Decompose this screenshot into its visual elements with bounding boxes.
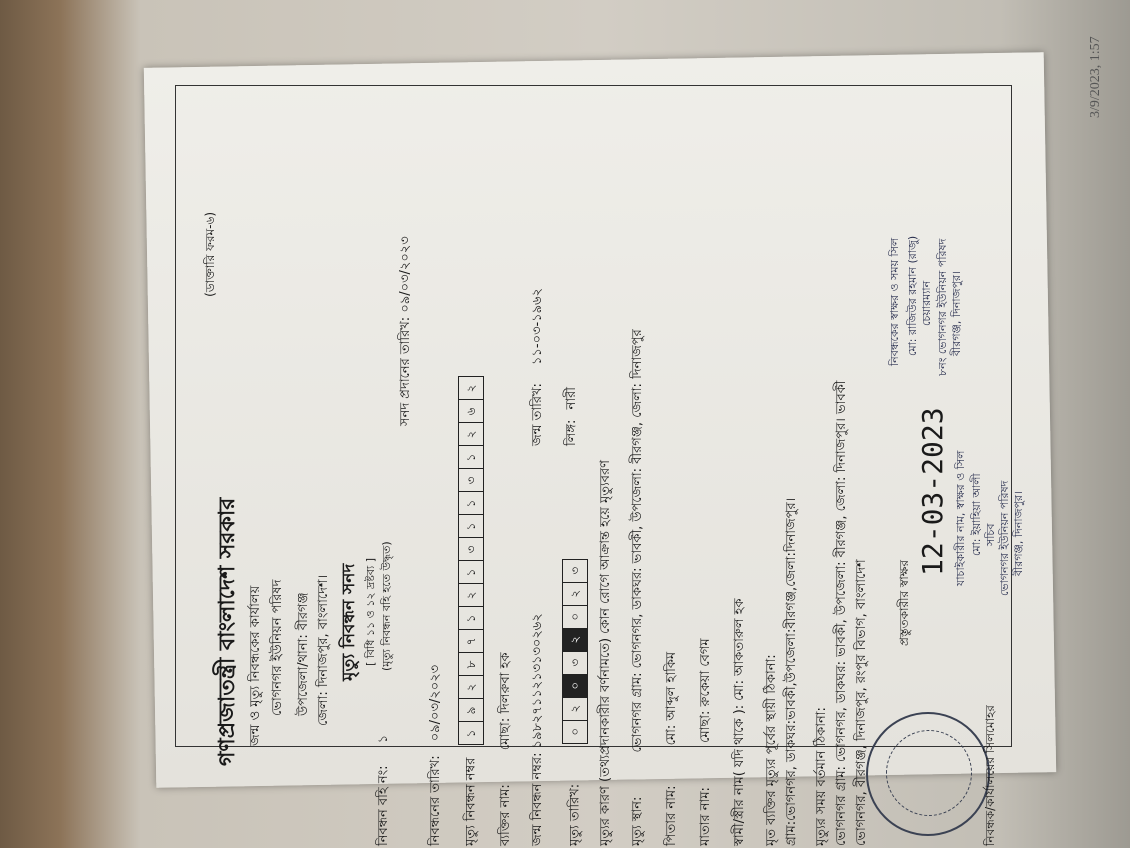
rule-reference: [ বিধি ১১ ও ১২ দ্রষ্টব্য ] bbox=[364, 557, 377, 666]
approver-name: মো: ইয়াহিয়া আলী bbox=[970, 473, 983, 556]
chair-title: চেয়ারম্যান bbox=[920, 280, 933, 326]
death-date-label: মৃত্যু তারিখ: bbox=[567, 783, 583, 846]
father-name-label: পিতার নাম: bbox=[664, 785, 679, 846]
death-date-digit-boxes bbox=[562, 559, 588, 744]
issue-date bbox=[396, 236, 417, 426]
birth-registration bbox=[528, 613, 549, 846]
cause-of-death: মৃত্যুর কারণ (তথ্যপ্রদানকারীর বর্ণনামতে) কোন রোগে আক্রান্ত হয়ে মৃত্যুবরণ bbox=[598, 460, 613, 846]
digit-box: ০ bbox=[563, 674, 587, 697]
screen-timestamp: 3/9/2023, 1:57 bbox=[1088, 36, 1103, 118]
registration-date-value: ০৯/০৩/২০২৩ bbox=[428, 664, 443, 742]
mother-name-label: মাতার নাম: bbox=[698, 787, 713, 846]
birth-date bbox=[528, 288, 549, 446]
digit-box: ১ bbox=[459, 561, 483, 584]
union-name: ভোগনগর ইউনিয়ন পরিষদ bbox=[270, 579, 285, 716]
digit-box: ৮ bbox=[459, 653, 483, 676]
approver-place: বীরগঞ্জ, দিনাজপুর। bbox=[1012, 491, 1025, 576]
death-registration-number bbox=[458, 377, 484, 847]
digit-box: ১ bbox=[459, 515, 483, 538]
digit-box: ১ bbox=[459, 607, 483, 630]
handwritten-date: 12-03-2023 bbox=[916, 407, 949, 576]
birth-date-value: ১১-০৩-১৯৬২ bbox=[530, 288, 545, 365]
digit-box: ২ bbox=[563, 582, 587, 605]
death-reg-label: মৃত্যু নিবন্ধন নম্বর bbox=[463, 757, 479, 846]
preparer-signature-label: প্রস্তুতকারীর স্বাক্ষর bbox=[897, 559, 911, 646]
digit-box: ৩ bbox=[459, 469, 483, 492]
spouse-name-label: স্বামী/স্ত্রীর নাম( যদি থাকে ): bbox=[732, 704, 747, 846]
certificate-source: (মৃত্যু নিবন্ধন বহি হতে উদ্ধৃত) bbox=[380, 541, 393, 671]
office-name: জন্ম ও মৃত্যু নিবন্ধকের কার্যালয় bbox=[248, 585, 263, 746]
death-place-value: ভোগনগর গ্রাম: ভোগনগর, ডাকঘর: ভাবকী, উপজেলা: বীরগঞ্জ, জেলা: দিনাজপুর bbox=[630, 329, 645, 753]
header-title: গণপ্রজাতন্ত্রী বাংলাদেশ সরকার bbox=[214, 497, 240, 766]
death-certificate bbox=[196, 206, 1025, 846]
previous-address-label: মৃত ব্যক্তির মৃত্যুর পূর্বের স্থায়ী ঠিকানা: bbox=[764, 654, 779, 846]
current-address-line-1: ভোগনগর গ্রাম: ভোগনগর, ডাকঘর: ভাবকী, উপজেলা: বীরগঞ্জ, জেলা: দিনাজপুর। ভাবকী bbox=[834, 380, 849, 846]
death-date bbox=[562, 559, 588, 846]
birth-reg-label: জন্ম নিবন্ধন নম্বর: bbox=[530, 752, 545, 846]
sex bbox=[562, 387, 583, 446]
digit-box: ২ bbox=[459, 676, 483, 699]
digit-box: ০ bbox=[563, 720, 587, 743]
sex-value: নারী bbox=[564, 387, 579, 410]
digit-box: ১ bbox=[459, 722, 483, 745]
approver-title: সচিব bbox=[984, 523, 997, 546]
digit-box: ২ bbox=[563, 628, 587, 651]
approver-line: যাচাইকারীর নাম, স্বাক্ষর ও সিল bbox=[954, 450, 967, 586]
person-name-value: মোছা: দিলরুবা হক bbox=[498, 652, 513, 751]
digit-box: ২ bbox=[464, 384, 478, 393]
death-reg-digit-boxes bbox=[458, 377, 484, 746]
registrar-seal-label: নিবন্ধক/কার্যালয়ের সিলমোহর bbox=[983, 705, 997, 846]
digit-box: ৩ bbox=[568, 566, 582, 575]
death-place-label: মৃত্যু স্থান: bbox=[630, 796, 645, 846]
digit-box: ২ bbox=[459, 584, 483, 607]
person-name bbox=[496, 652, 517, 846]
registration-date-label: নিবন্ধনের তারিখ: bbox=[428, 755, 443, 846]
book-number-label: নিবন্ধন বহি নং: bbox=[376, 765, 391, 846]
spouse-name-value: মো: আকতারুল হক bbox=[732, 598, 747, 701]
digit-box: ৬ bbox=[459, 400, 483, 423]
book-number bbox=[374, 735, 395, 846]
sex-label: লিঙ্গ: bbox=[564, 419, 579, 446]
digit-box: ২ bbox=[459, 423, 483, 446]
death-place bbox=[628, 329, 649, 846]
digit-box: ০ bbox=[563, 605, 587, 628]
issue-date-label: সনদ প্রদানের তারিখ: bbox=[398, 316, 413, 426]
form-number: (ডাক্তারি ফরম-৬) bbox=[203, 212, 217, 297]
mother-name-value: মোছা: রুকেয়া বেগম bbox=[698, 638, 713, 743]
chair-name: মো: রাজিউর রহমান (রাজু) bbox=[906, 235, 919, 356]
person-name-label: ব্যক্তির নাম: bbox=[498, 784, 513, 846]
current-address-label: মৃত্যুর সময় বর্তমান ঠিকানা: bbox=[814, 707, 829, 846]
registration-date bbox=[426, 665, 447, 846]
district: জেলা: দিনাজপুর, বাংলাদেশ। bbox=[316, 574, 331, 726]
digit-box: ৩ bbox=[459, 538, 483, 561]
digit-box: ১ bbox=[459, 492, 483, 515]
father-name bbox=[662, 652, 683, 846]
upazila: উপজেলা/থানা: বীরগঞ্জ bbox=[296, 592, 311, 716]
birth-date-label: জন্ম তারিখ: bbox=[530, 383, 545, 446]
digit-box: ৭ bbox=[459, 630, 483, 653]
birth-reg-value: ১৯৮২৭১১২১৩১৩০২৬২ bbox=[530, 613, 545, 749]
previous-address: গ্রাম:ভোগনগর, ডাকঘর:ভাবকী,উপজেলা:বীরগঞ্জ,জেলা:দিনাজপুর। bbox=[784, 497, 799, 846]
chair-place: বীরগঞ্জ, দিনাজপুর। bbox=[950, 271, 963, 356]
spouse-name bbox=[730, 598, 751, 846]
approver-union: ভোগনগর ইউনিয়ন পরিষদ bbox=[998, 480, 1011, 596]
digit-box: ৯ bbox=[459, 699, 483, 722]
digit-box: ৩ bbox=[563, 651, 587, 674]
book-number-value: ১ bbox=[376, 734, 391, 744]
chair-union: ৮নং ভোগনগর ইউনিয়ন পরিষদ bbox=[936, 238, 949, 376]
father-name-value: মো: আব্দুল হাকিম bbox=[664, 651, 679, 746]
chair-line: নিবন্ধকের স্বাক্ষর ও সময় সিল bbox=[888, 237, 901, 366]
issue-date-value: ০৯/০৩/২০২৩ bbox=[398, 236, 413, 313]
union-seal bbox=[866, 712, 990, 836]
digit-box: ১ bbox=[459, 446, 483, 469]
mother-name bbox=[696, 638, 717, 846]
digit-box: ২ bbox=[563, 697, 587, 720]
certificate-title: মৃত্যু নিবন্ধন সনদ bbox=[339, 563, 359, 681]
current-address-line-2: ভোগনগর, বীরগঞ্জ, দিনাজপুর, রংপুর বিভাগ, বাংলাদেশ bbox=[854, 559, 869, 846]
